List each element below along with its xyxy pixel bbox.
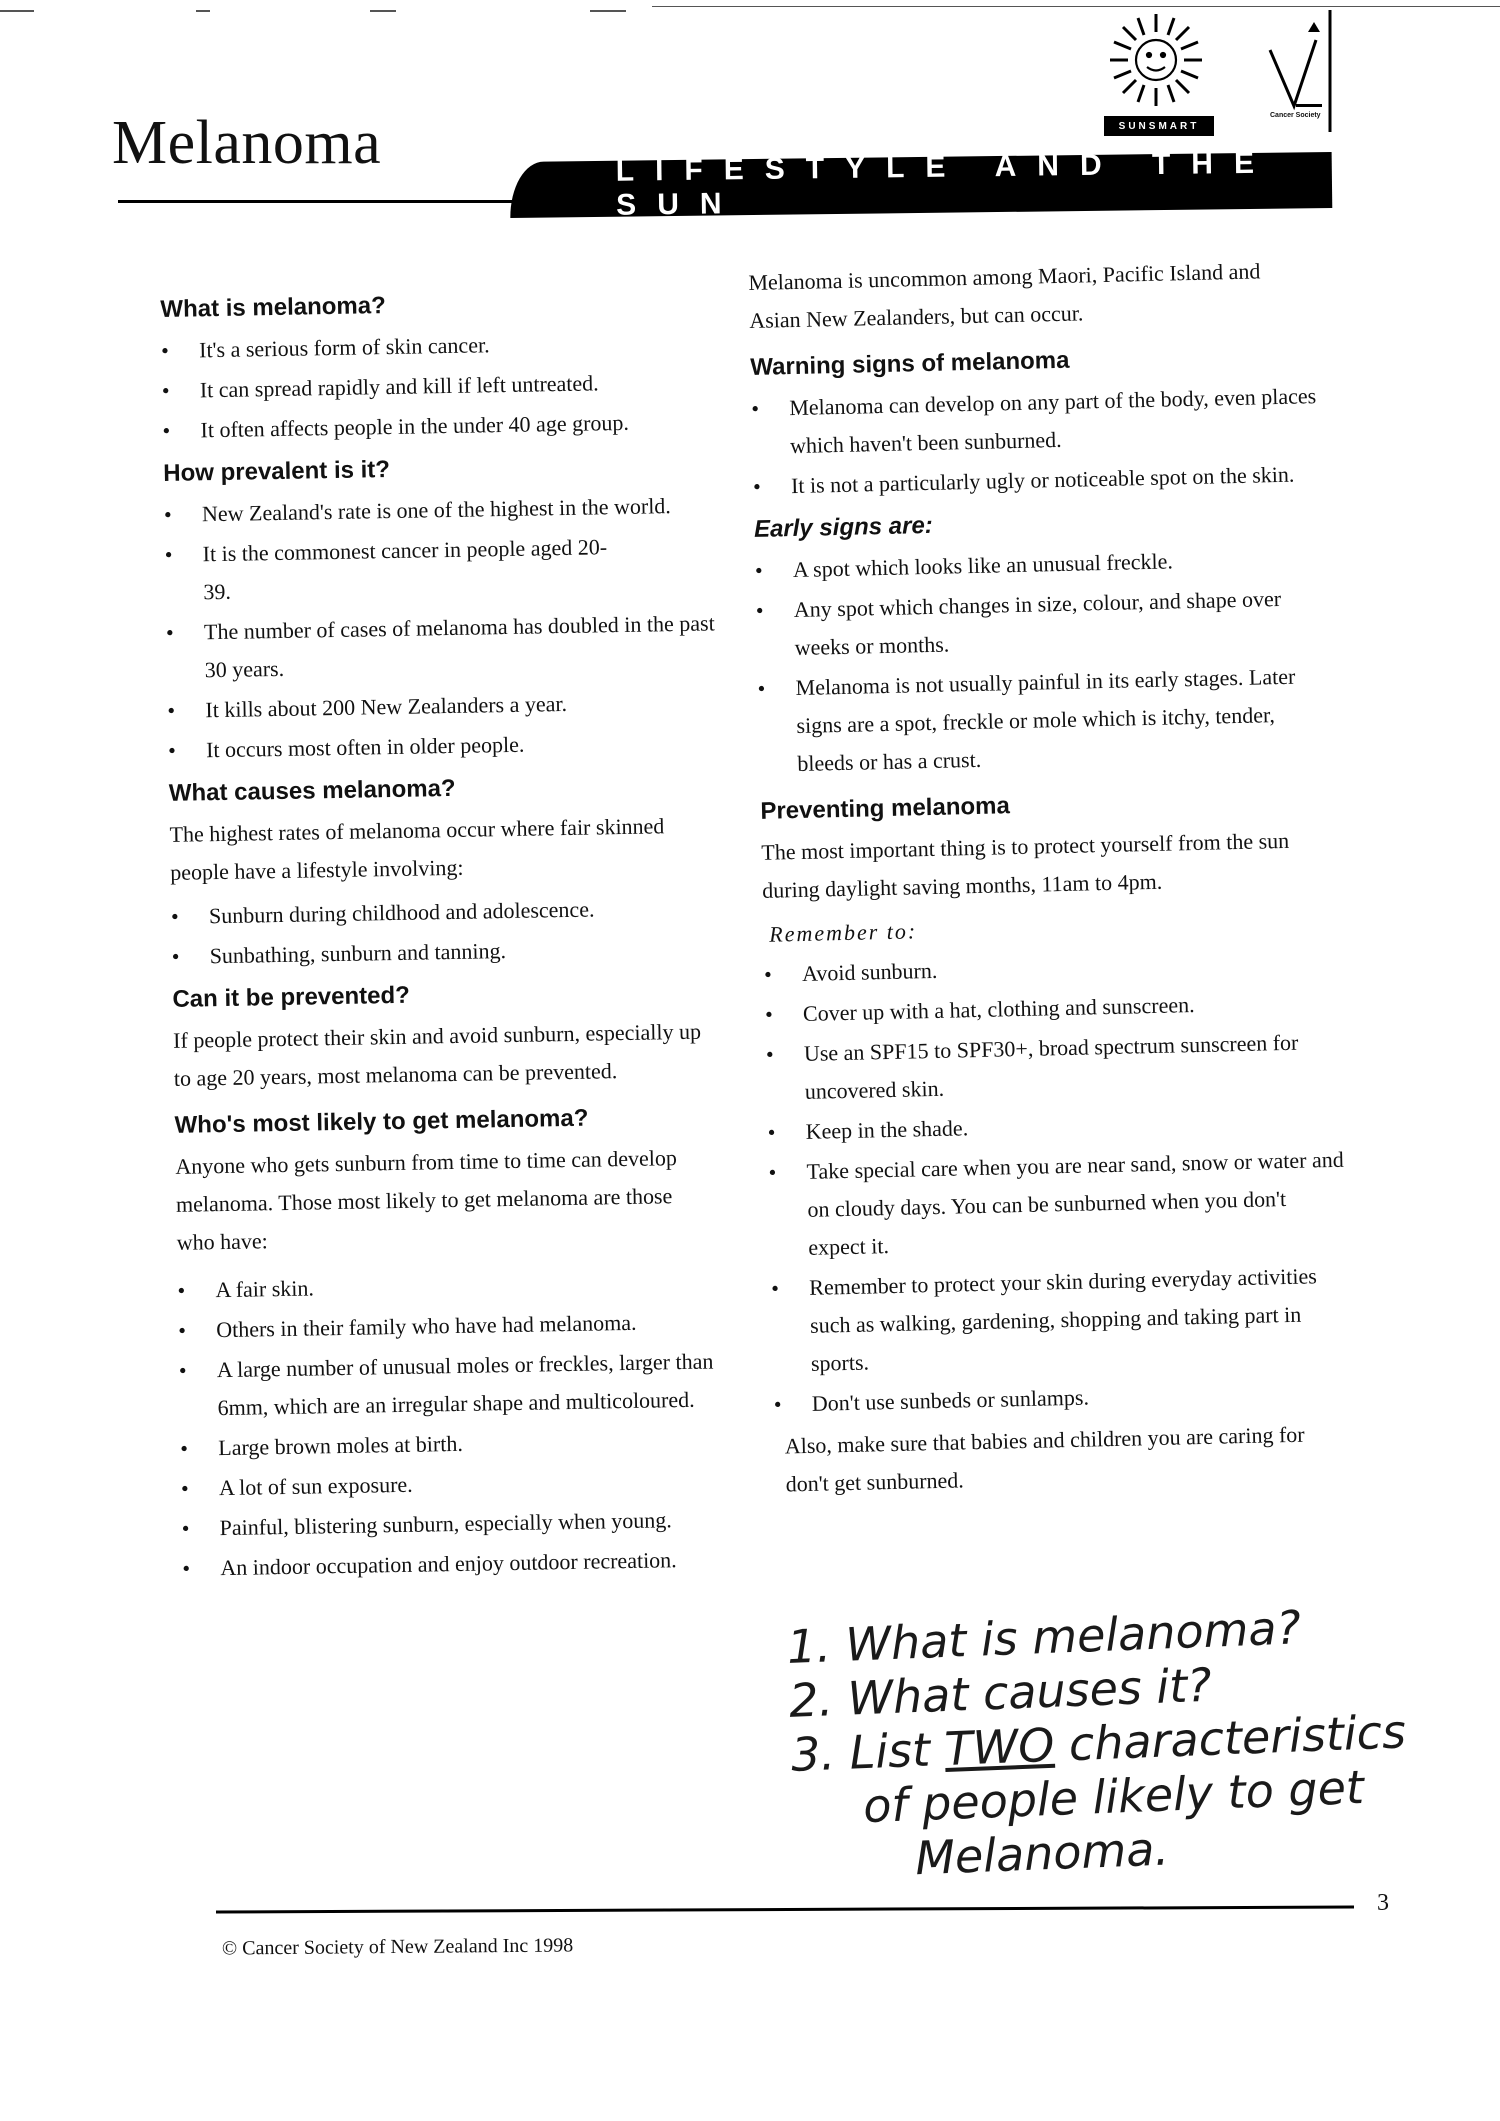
page-title: Melanoma — [112, 109, 382, 177]
section-banner: LIFESTYLE AND THE SUN — [510, 152, 1333, 218]
cancer-society-label: Cancer Society — [1270, 112, 1321, 119]
list-item: • Large brown moles at birth. — [180, 1430, 464, 1461]
paragraph: Also, make sure that babies and children you are caring for don't get sunburned. — [784, 1421, 1305, 1497]
scan-mark — [652, 6, 1500, 7]
list-item: • Others in their family who have had melanoma. — [178, 1309, 637, 1343]
handwritten-question-3-continued: of people likely to get — [862, 1759, 1365, 1834]
list-item: • Keep in the shade. — [767, 1115, 969, 1145]
paragraph: The highest rates of melanoma occur where fair skinned people have a lifestyle involving: — [169, 813, 665, 885]
paragraph: The most important thing is to protect yourself from the sun during daylight saving months, 11am to 4pm. — [761, 827, 1290, 903]
section-heading: How prevalent is it? — [163, 456, 391, 487]
list-item: • A fair skin. — [177, 1275, 315, 1303]
bullet-list — [164, 486, 759, 770]
paragraph: Anyone who gets sunburn from time to time can develop melanoma. Those most likely to get melanoma are those who have: — [175, 1145, 678, 1255]
page-number: 3 — [1377, 1890, 1389, 1916]
list-item: • Cover up with a hat, clothing and sunscreen. — [764, 992, 1195, 1027]
bullet-list — [751, 377, 1343, 506]
remember-label: Remember to: — [768, 918, 918, 947]
list-item: • Melanoma is not usually painful in its early stages. Later signs are a spot, freckle or mole which is itchy, tender, bleeds or has a crust. — [757, 663, 1296, 777]
list-item: • A spot which looks like an unusual freckle. — [754, 548, 1174, 583]
bullet-list — [161, 322, 753, 450]
list-item: • It is the commonest cancer in people aged 20-39. — [164, 534, 608, 605]
handwritten-questions — [786, 1593, 1500, 1890]
list-item: • It can spread rapidly and kill if left untreated. — [161, 370, 599, 403]
section-heading: Preventing melanoma — [760, 792, 1011, 825]
section-heading: What is melanoma? — [160, 292, 386, 323]
section-heading: Who's most likely to get melanoma? — [174, 1104, 589, 1139]
bullet-list — [177, 1262, 772, 1588]
bullet-list — [764, 942, 1364, 1423]
copyright-notice: © Cancer Society of New Zealand Inc 1998 — [221, 1934, 574, 1960]
list-item: • It kills about 200 New Zealanders a year. — [167, 690, 568, 723]
list-item: • Sunbathing, sunburn and tanning. — [171, 938, 507, 969]
section-heading: Warning signs of melanoma — [750, 346, 1070, 381]
footer-rule — [216, 1906, 1354, 1914]
right-column — [748, 251, 1366, 1510]
list-item: • The number of cases of melanoma has doubled in the past 30 years. — [165, 610, 715, 683]
left-column — [160, 276, 773, 1592]
handwritten-question-1: 1. What is melanoma? — [786, 1600, 1302, 1674]
list-item: • Don't use sunbeds or sunlamps. — [773, 1384, 1090, 1417]
list-item: • A large number of unusual moles or freckles, larger than 6mm, which are an irregular shape and multicoloured. — [178, 1348, 714, 1421]
list-item: • Take special care when you are near sand, snow or water and on cloudy days. You can be sunburned when you don't expect it. — [768, 1146, 1344, 1260]
bullet-list — [171, 888, 762, 976]
list-item: • Sunburn during childhood and adolescence. — [170, 896, 595, 929]
scan-mark — [196, 10, 210, 12]
paragraph: Melanoma is uncommon among Maori, Pacific Island and Asian New Zealanders, but can occur. — [748, 258, 1261, 333]
list-item: • It occurs most often in older people. — [167, 731, 525, 763]
list-item: • An indoor occupation and enjoy outdoor recreation. — [182, 1547, 677, 1581]
list-item: • A lot of sun exposure. — [180, 1471, 413, 1501]
list-item: • New Zealand's rate is one of the highest in the world. — [163, 493, 672, 527]
list-item: • It's a serious form of skin cancer. — [160, 332, 490, 363]
handwritten-question-3-end: Melanoma. — [914, 1821, 1170, 1886]
title-rule — [118, 200, 538, 203]
section-heading: Early signs are: — [753, 511, 934, 543]
list-item: • Remember to protect your skin during everyday activities such as walking, gardening, shopping and taking part in sports. — [770, 1263, 1318, 1376]
list-item: • Melanoma can develop on any part of the body, even places which haven't been sunburned. — [750, 383, 1317, 459]
sunsmart-label: SUNSMART — [1104, 116, 1214, 136]
handwritten-question-3: 3. List TWO characteristics — [790, 1704, 1407, 1782]
section-heading: What causes melanoma? — [168, 774, 456, 807]
list-item: • Painful, blistering sunburn, especially when young. — [181, 1507, 672, 1541]
bullet-list — [755, 539, 1350, 784]
scan-mark — [590, 10, 626, 12]
paragraph: If people protect their skin and avoid sunburn, especially up to age 20 years, most melanoma can be prevented. — [172, 1018, 702, 1091]
section-heading: Can it be prevented? — [172, 981, 411, 1013]
handwritten-question-2: 2. What causes it? — [788, 1657, 1213, 1728]
list-item: • It often affects people in the under 40 age group. — [162, 409, 630, 443]
scan-mark — [370, 10, 396, 12]
list-item: • Avoid sunburn. — [763, 957, 938, 987]
list-item: • Use an SPF15 to SPF30+, broad spectrum sunscreen for uncovered skin. — [765, 1029, 1299, 1104]
scan-mark — [0, 10, 34, 12]
list-item: • It is not a particularly ugly or noticeable spot on the skin. — [752, 461, 1295, 499]
list-item: • Any spot which changes in size, colour, and shape over weeks or months. — [755, 585, 1282, 661]
